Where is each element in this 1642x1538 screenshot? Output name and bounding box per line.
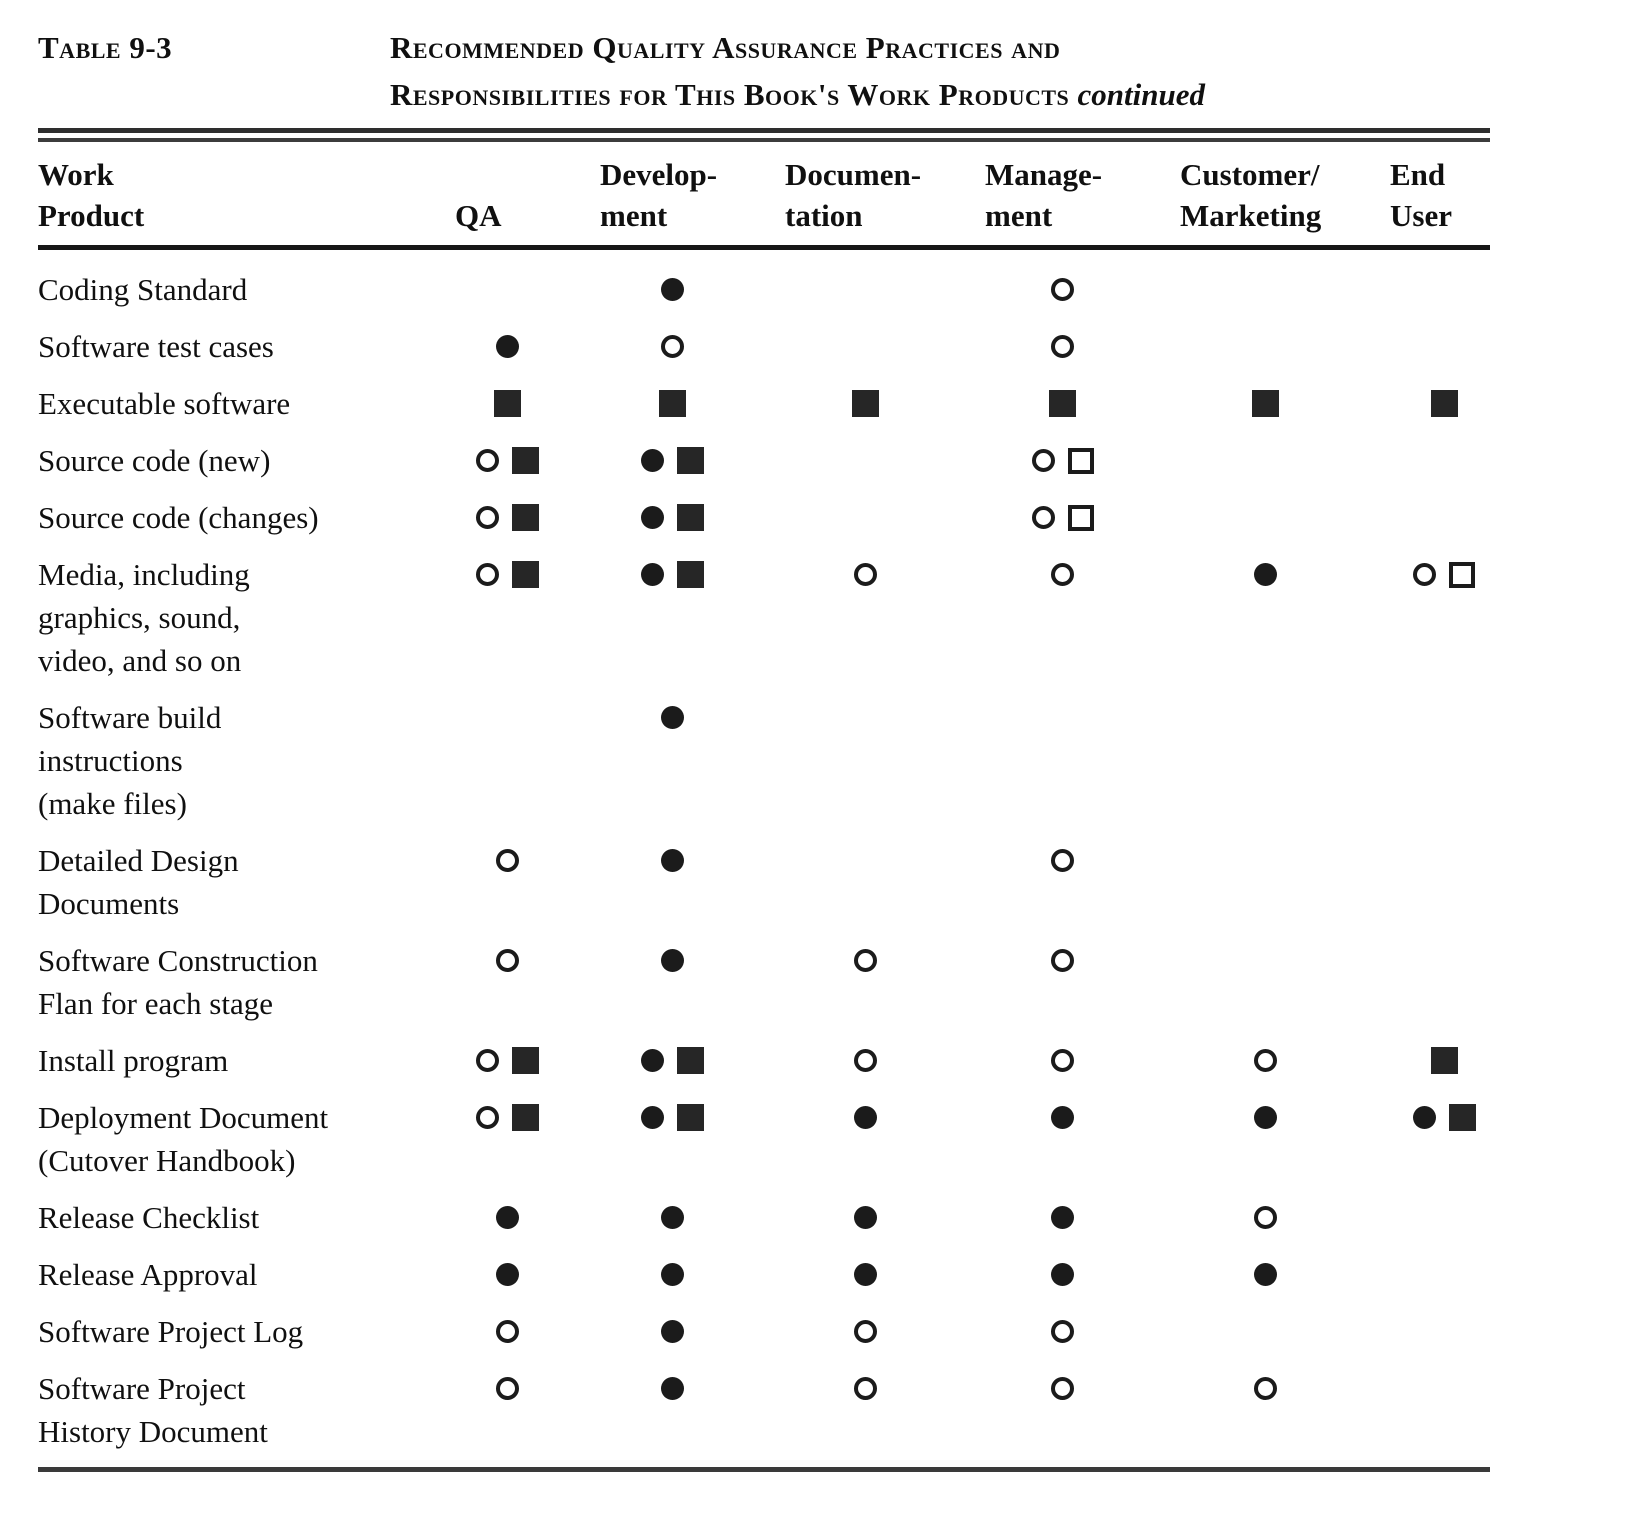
row-label: Install program (38, 1043, 229, 1078)
symbol-cell-management (985, 839, 1180, 882)
filled-circle-icon (661, 1263, 684, 1286)
symbol-cell-management (985, 325, 1180, 368)
filled-square-icon (677, 447, 704, 474)
open-square-icon (1449, 562, 1475, 588)
symbol-cell-qa (455, 496, 600, 539)
row-label: Detailed Design Documents (38, 843, 239, 921)
filled-square-icon (659, 390, 686, 417)
row-label: Release Approval (38, 1257, 258, 1292)
filled-square-icon (677, 1047, 704, 1074)
symbol-cell-qa (455, 268, 600, 311)
row-label: Executable software (38, 386, 291, 421)
symbol-cell-customer-marketing (1180, 939, 1390, 982)
open-circle-icon (496, 849, 519, 872)
symbol-cell-customer-marketing (1180, 1310, 1390, 1353)
symbol-cell-development (600, 939, 785, 982)
open-circle-icon (854, 1377, 877, 1400)
symbol-cell-qa (455, 382, 600, 425)
filled-square-icon (677, 561, 704, 588)
symbol-cell-development (600, 1367, 785, 1410)
table-title-line2-text: Responsibilities for This Book's Work Products (390, 77, 1070, 112)
table-row (38, 553, 1538, 682)
symbol-cell-customer-marketing (1180, 1039, 1390, 1082)
open-circle-icon (1051, 335, 1074, 358)
row-label: Software Project Log (38, 1314, 304, 1349)
filled-square-icon (677, 1104, 704, 1131)
filled-square-icon (1449, 1104, 1476, 1131)
open-circle-icon (1032, 506, 1055, 529)
symbol-cell-development (600, 496, 785, 539)
open-circle-icon (476, 449, 499, 472)
filled-square-icon (1431, 390, 1458, 417)
table-row (38, 382, 1538, 425)
symbol-cell-customer-marketing (1180, 382, 1390, 425)
filled-circle-icon (661, 849, 684, 872)
symbol-cell-customer-marketing (1180, 1367, 1390, 1410)
symbol-cell-documentation (785, 696, 985, 739)
symbol-cell-end-user (1390, 553, 1538, 596)
table-row (38, 439, 1538, 482)
symbol-cell-management (985, 382, 1180, 425)
filled-circle-icon (661, 949, 684, 972)
symbol-cell-development (600, 268, 785, 311)
symbol-cell-documentation (785, 1196, 985, 1239)
filled-circle-icon (641, 449, 664, 472)
symbol-cell-customer-marketing (1180, 553, 1390, 596)
table-body (0, 268, 1642, 1453)
filled-circle-icon (641, 1049, 664, 1072)
symbol-cell-end-user (1390, 382, 1538, 425)
filled-circle-icon (641, 1106, 664, 1129)
column-header-work-product: Work Product (38, 157, 145, 233)
filled-circle-icon (661, 1320, 684, 1343)
symbol-cell-development (600, 1039, 785, 1082)
filled-circle-icon (641, 563, 664, 586)
open-circle-icon (496, 949, 519, 972)
symbol-cell-documentation (785, 268, 985, 311)
symbol-cell-qa (455, 1310, 600, 1353)
filled-square-icon (677, 504, 704, 531)
row-label: Source code (changes) (38, 500, 319, 535)
symbol-cell-end-user (1390, 939, 1538, 982)
symbol-cell-documentation (785, 382, 985, 425)
symbol-cell-documentation (785, 553, 985, 596)
symbol-cell-documentation (785, 325, 985, 368)
symbol-cell-end-user (1390, 1253, 1538, 1296)
table-row (38, 268, 1538, 311)
row-label: Software test cases (38, 329, 274, 364)
open-circle-icon (1051, 1320, 1074, 1343)
symbol-cell-management (985, 696, 1180, 739)
symbol-cell-management (985, 268, 1180, 311)
filled-circle-icon (661, 1377, 684, 1400)
table-row (38, 939, 1538, 1025)
symbol-cell-customer-marketing (1180, 839, 1390, 882)
filled-circle-icon (854, 1106, 877, 1129)
table-caption (0, 0, 1642, 118)
filled-circle-icon (661, 1206, 684, 1229)
filled-circle-icon (1413, 1106, 1436, 1129)
open-circle-icon (1254, 1206, 1277, 1229)
symbol-cell-management (985, 1253, 1180, 1296)
filled-circle-icon (854, 1263, 877, 1286)
open-circle-icon (1032, 449, 1055, 472)
symbol-cell-end-user (1390, 696, 1538, 739)
open-circle-icon (1254, 1377, 1277, 1400)
column-header-documentation: Documen- tation (785, 157, 922, 233)
table-title-line1: Recommended Quality Assurance Practices and (390, 30, 1061, 65)
symbol-cell-development (600, 1196, 785, 1239)
open-circle-icon (854, 563, 877, 586)
symbol-cell-customer-marketing (1180, 325, 1390, 368)
symbol-cell-management (985, 1196, 1180, 1239)
header-bottom-rule (38, 245, 1490, 250)
symbol-cell-development (600, 382, 785, 425)
symbol-cell-end-user (1390, 439, 1538, 482)
table-row (38, 1196, 1538, 1239)
symbol-cell-qa (455, 939, 600, 982)
symbol-cell-management (985, 939, 1180, 982)
table-row (38, 496, 1538, 539)
open-circle-icon (854, 949, 877, 972)
symbol-cell-customer-marketing (1180, 496, 1390, 539)
symbol-cell-management (985, 1039, 1180, 1082)
row-label: Deployment Document (Cutover Handbook) (38, 1100, 329, 1178)
open-circle-icon (1051, 563, 1074, 586)
symbol-cell-end-user (1390, 839, 1538, 882)
symbol-cell-customer-marketing (1180, 696, 1390, 739)
symbol-cell-management (985, 439, 1180, 482)
open-circle-icon (1254, 1049, 1277, 1072)
rule-line (38, 138, 1490, 142)
symbol-cell-development (600, 325, 785, 368)
open-circle-icon (1051, 849, 1074, 872)
open-circle-icon (1051, 949, 1074, 972)
symbol-cell-end-user (1390, 1039, 1538, 1082)
open-square-icon (1068, 448, 1094, 474)
symbol-cell-customer-marketing (1180, 268, 1390, 311)
table-row (38, 325, 1538, 368)
filled-square-icon (852, 390, 879, 417)
symbol-cell-development (600, 839, 785, 882)
table-number-label: Table 9-3 (38, 30, 173, 65)
filled-circle-icon (1254, 563, 1277, 586)
column-header-customer-marketing: Customer/ Marketing (1180, 157, 1322, 233)
symbol-cell-end-user (1390, 1096, 1538, 1139)
symbol-cell-documentation (785, 1253, 985, 1296)
symbol-cell-management (985, 1367, 1180, 1410)
row-label: Software build instructions (make files) (38, 700, 222, 821)
table-row (38, 1253, 1538, 1296)
row-label: Software Construction Flan for each stage (38, 943, 318, 1021)
row-label: Source code (new) (38, 443, 271, 478)
open-circle-icon (1051, 278, 1074, 301)
table-title-continued: continued (1077, 77, 1206, 112)
table-header (38, 154, 1538, 236)
filled-circle-icon (661, 278, 684, 301)
symbol-cell-management (985, 496, 1180, 539)
table-row (38, 1310, 1538, 1353)
symbol-cell-documentation (785, 839, 985, 882)
filled-circle-icon (641, 506, 664, 529)
filled-square-icon (494, 390, 521, 417)
table-title-line2 (390, 71, 1205, 118)
filled-square-icon (512, 1047, 539, 1074)
symbol-cell-management (985, 553, 1180, 596)
column-header-qa: QA (455, 198, 502, 233)
symbol-cell-qa (455, 839, 600, 882)
symbol-cell-development (600, 439, 785, 482)
open-circle-icon (661, 335, 684, 358)
filled-square-icon (1252, 390, 1279, 417)
symbol-cell-customer-marketing (1180, 1196, 1390, 1239)
filled-circle-icon (1051, 1206, 1074, 1229)
row-label: Release Checklist (38, 1200, 260, 1235)
table-row (38, 839, 1538, 925)
open-circle-icon (476, 506, 499, 529)
symbol-cell-qa (455, 553, 600, 596)
open-circle-icon (1413, 563, 1436, 586)
row-label: Media, including graphics, sound, video, and so on (38, 557, 250, 678)
symbol-cell-qa (455, 1039, 600, 1082)
symbol-cell-end-user (1390, 496, 1538, 539)
open-circle-icon (496, 1320, 519, 1343)
open-circle-icon (476, 1049, 499, 1072)
symbol-cell-customer-marketing (1180, 1096, 1390, 1139)
symbol-cell-documentation (785, 1310, 985, 1353)
table-top-double-rule (38, 128, 1490, 142)
open-square-icon (1068, 505, 1094, 531)
open-circle-icon (496, 1377, 519, 1400)
symbol-cell-management (985, 1310, 1180, 1353)
filled-square-icon (512, 447, 539, 474)
symbol-cell-documentation (785, 1096, 985, 1139)
filled-circle-icon (1254, 1263, 1277, 1286)
filled-square-icon (1049, 390, 1076, 417)
symbol-cell-qa (455, 696, 600, 739)
symbol-cell-qa (455, 439, 600, 482)
table-row (38, 1096, 1538, 1182)
symbol-cell-customer-marketing (1180, 1253, 1390, 1296)
column-header-management: Manage- ment (985, 157, 1103, 233)
symbol-cell-development (600, 1096, 785, 1139)
table-row (38, 1367, 1538, 1453)
symbol-cell-development (600, 553, 785, 596)
symbol-cell-qa (455, 1096, 600, 1139)
symbol-cell-documentation (785, 1039, 985, 1082)
open-circle-icon (476, 563, 499, 586)
symbol-cell-documentation (785, 1367, 985, 1410)
open-circle-icon (854, 1320, 877, 1343)
symbol-cell-qa (455, 1253, 600, 1296)
symbol-cell-qa (455, 1196, 600, 1239)
symbol-cell-development (600, 1253, 785, 1296)
symbol-cell-development (600, 696, 785, 739)
table-row (38, 1039, 1538, 1082)
filled-circle-icon (854, 1206, 877, 1229)
table-bottom-rule (38, 1467, 1490, 1472)
open-circle-icon (1051, 1049, 1074, 1072)
table-row (38, 696, 1538, 825)
open-circle-icon (1051, 1377, 1074, 1400)
filled-square-icon (1431, 1047, 1458, 1074)
filled-circle-icon (496, 335, 519, 358)
symbol-cell-end-user (1390, 1367, 1538, 1410)
filled-square-icon (512, 1104, 539, 1131)
filled-circle-icon (661, 706, 684, 729)
filled-square-icon (512, 504, 539, 531)
symbol-cell-end-user (1390, 1310, 1538, 1353)
symbol-cell-customer-marketing (1180, 439, 1390, 482)
row-label: Coding Standard (38, 272, 248, 307)
symbol-cell-documentation (785, 496, 985, 539)
open-circle-icon (476, 1106, 499, 1129)
symbol-cell-end-user (1390, 1196, 1538, 1239)
filled-square-icon (512, 561, 539, 588)
symbol-cell-qa (455, 1367, 600, 1410)
column-header-development: Develop- ment (600, 157, 718, 233)
symbol-cell-qa (455, 325, 600, 368)
filled-circle-icon (496, 1263, 519, 1286)
symbol-cell-end-user (1390, 325, 1538, 368)
filled-circle-icon (496, 1206, 519, 1229)
row-label: Software Project History Document (38, 1371, 268, 1449)
symbol-cell-documentation (785, 439, 985, 482)
filled-circle-icon (1051, 1106, 1074, 1129)
filled-circle-icon (1254, 1106, 1277, 1129)
column-header-end-user: End User (1390, 157, 1452, 233)
symbol-cell-end-user (1390, 268, 1538, 311)
symbol-cell-management (985, 1096, 1180, 1139)
open-circle-icon (854, 1049, 877, 1072)
table-title (390, 24, 1205, 118)
symbol-cell-development (600, 1310, 785, 1353)
filled-circle-icon (1051, 1263, 1074, 1286)
symbol-cell-documentation (785, 939, 985, 982)
